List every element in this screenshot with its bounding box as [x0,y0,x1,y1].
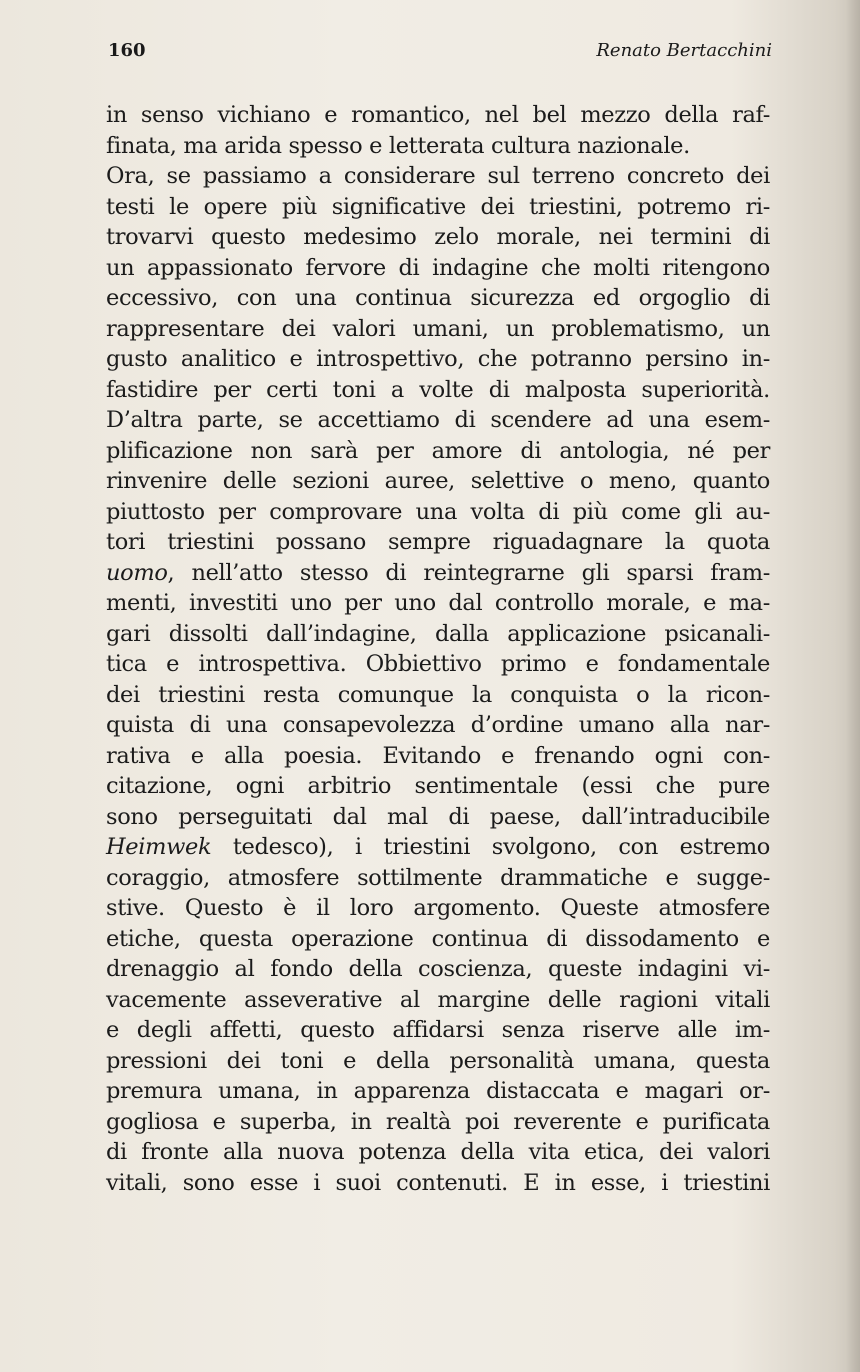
text-line: etiche, questa operazione continua di dissodamento e [106,925,770,952]
text-line: Ora, se passiamo a considerare sul terreno concreto dei [106,163,770,189]
text-line: stive. Questo è il loro argomento. Queste atmosfere [106,895,770,921]
text-line: di fronte alla nuova potenza della vita etica, dei valori [106,1139,770,1165]
text-line: e degli affetti, questo affidarsi senza riserve alle im- [106,1017,770,1043]
text-line: D’altra parte, se accettiamo di scendere ad una esem- [106,407,770,433]
text-line [106,558,770,589]
text-line: citazione, ogni arbitrio sentimentale (essi che pure [106,773,770,799]
italic-term-uomo: uomo [106,559,168,586]
text-line: gogliosa e superba, in realtà poi reverente e purificata [106,1108,770,1135]
text-line: piuttosto per comprovare una volta di più come gli au- [106,498,770,525]
text-line: tori triestini possano sempre riguadagnare la quota [106,529,770,555]
text-line-rest: tedesco), i triestini svolgono, con estremo [211,834,770,860]
text-line: vitali, sono esse i suoi contenuti. E in esse, i triestini [106,1169,770,1196]
text-line: vacemente asseverative al margine delle ragioni vitali [106,986,770,1013]
text-line [106,832,770,863]
page-edge-shadow [846,0,860,1372]
text-line: gari dissolti dall’indagine, dalla applicazione psicanali- [106,620,770,647]
text-line: rappresentare dei valori umani, un problematismo, un [106,315,770,342]
text-line: sono perseguitati dal mal di paese, dall’intraducibile [106,803,770,830]
running-head-author: Renato Bertacchini [596,40,772,61]
italic-term-heimwek: Heimwek [106,834,212,860]
text-line: coraggio, atmosfere sottilmente drammatiche e sugge- [106,864,770,891]
text-line: gusto analitico e introspettivo, che potranno persino in- [106,346,770,372]
text-line: dei triestini resta comunque la conquista o la ricon- [106,681,770,708]
page-number: 160 [108,40,146,61]
text-line: finata, ma arida spesso e letterata cultura nazionale. [106,132,690,159]
text-line: tica e introspettiva. Obbiettivo primo e fondamentale [106,651,770,677]
text-line-rest: , nell’atto stesso di reintegrarne gli sparsi fram- [167,559,770,586]
text-line: testi le opere più significative dei triestini, potremo ri- [106,193,770,220]
body-text [106,100,770,1198]
text-line: plificazione non sarà per amore di antologia, né per [106,437,770,464]
text-line: pressioni dei toni e della personalità umana, questa [106,1047,770,1074]
text-line: rinvenire delle sezioni auree, selettive o meno, quanto [106,468,770,494]
page-header [108,40,772,66]
text-line: rativa e alla poesia. Evitando e frenando ogni con- [106,742,770,769]
text-line: quista di una consapevolezza d’ordine umano alla nar- [106,712,770,738]
text-line: premura umana, in apparenza distaccata e magari or- [106,1078,770,1104]
text-line: menti, investiti uno per uno dal controllo morale, e ma- [106,590,770,616]
text-line: fastidire per certi toni a volte di malposta superiorità. [106,376,770,403]
text-line: un appassionato fervore di indagine che molti ritengono [106,254,770,281]
text-line: in senso vichiano e romantico, nel bel mezzo della raf- [106,102,770,128]
text-line: trovarvi questo medesimo zelo morale, nei termini di [106,224,770,250]
text-line: eccessivo, con una continua sicurezza ed orgoglio di [106,285,770,311]
text-line: drenaggio al fondo della coscienza, queste indagini vi- [106,956,770,982]
